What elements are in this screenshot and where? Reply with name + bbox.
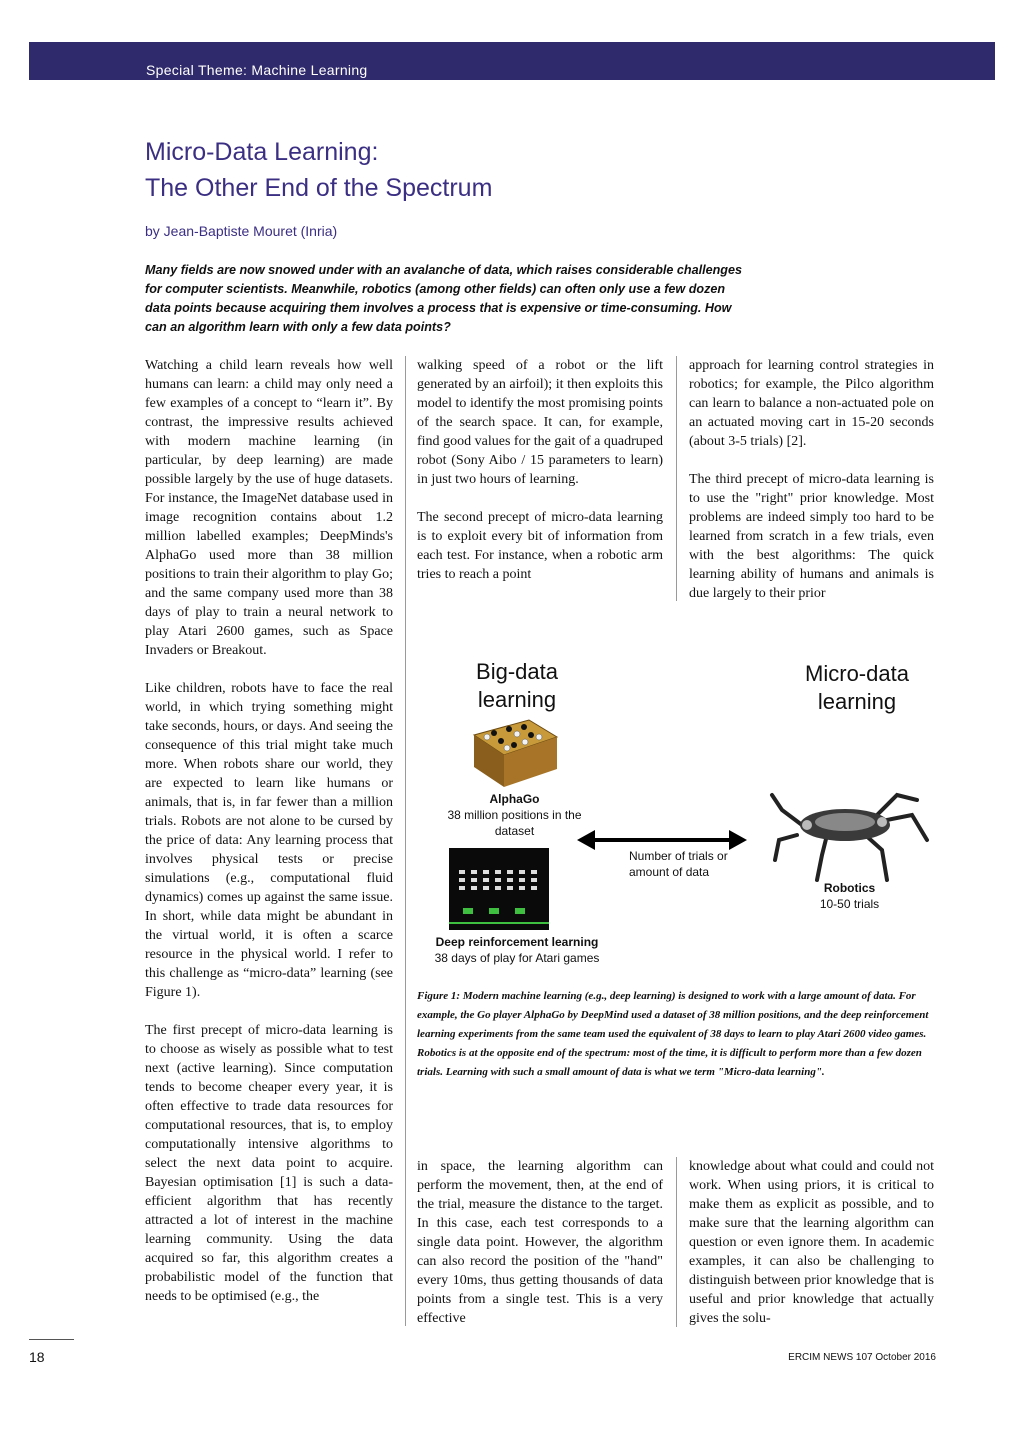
paragraph: The second precept of micro-data learning is to exploit every bit of information from each test. For instance, when a robotic arm tries to reach a point <box>417 510 663 582</box>
body-column-2-top <box>417 356 663 584</box>
body-column-2-bottom <box>417 1157 663 1328</box>
figure-caption: Figure 1: Modern machine learning (e.g., deep learning) is designed to work with a large amount of data. For example, the Go player AlphaGo by DeepMind used a dataset of 38 million positions, and the deep reinforcement learning experiments from the same team used the equivalent of 38 days to learn to play Atari 2600 video games. Robotics is at the opposite end of the spectrum: most of the time, it is difficult to perform more than a few dozen trials. Learning with such a small amount of data is what we term "Micro-data learning". <box>417 990 929 1078</box>
drl-label <box>417 934 617 966</box>
byline: by Jean-Baptiste Mouret (Inria) <box>145 223 338 239</box>
title-line-2: The Other End of the Spectrum <box>145 174 493 202</box>
figure-1 <box>417 650 937 980</box>
page-number: 18 <box>29 1349 45 1365</box>
column-divider <box>405 356 406 1326</box>
drl-desc: 38 days of play for Atari games <box>434 951 600 965</box>
big-data-title: Big-data learning <box>476 659 558 712</box>
paragraph: Watching a child learn reveals how well humans can learn: a child may only need a few examples of a concept to “learn it”. By contrast, the impressive results achieved with modern machine learning (in particular, by deep learning) are made possible largely by the use of huge datasets. For instance, the ImageNet database used in image recognition contains about 1.2 million labelled examples; DeepMinds's AlphaGo used more than 38 million positions to train their algorithm to play Go; and the same company used more than 38 days of play to train a neural network to play Atari 2600 games, such as Space Invaders or Breakout. <box>145 358 393 658</box>
paragraph: Like children, robots have to face the real world, in which trying something might take seconds, hours, or days. And seeing the consequence of this trial might take much more. When robots share our world, they are expected to learn like humans or animals, that is, in far fewer than a million trials. Robots are not alone to be cursed by the price of data: Any learning process that involves physical tests or precise simulations (e.g., computational fluid dynamics) comes up against the same issue. In short, while data might be abundant in the virtual world, it is often a scarce resource in the physical world. I refer to this challenge as “micro-data” learning (see Figure 1). <box>145 681 393 1000</box>
paragraph: The first precept of micro-data learning is to choose as wisely as possible what to test next (active learning). Since computation tends to become cheaper every year, it is often effective to trade data resources for computational resources, that is, to employ computationally intensive algorithms to select the next data point to acquire. Bayesian optimisation [1] is such a data-efficient algorithm that has recently attracted a lot of interest in the machine learning community. Using the data acquired so far, this algorithm creates a probabilistic model of the function that needs to be optimised (e.g., the <box>145 1023 393 1304</box>
robotics-desc: 10-50 trials <box>819 897 880 911</box>
abstract: Many fields are now snowed under with an avalanche of data, which raises considerable challenges for computer scientists. Meanwhile, robotics (among other fields) can often only use a few dozen data points because acquiring them involves a process that is expensive or time-consuming. How can an algorithm learn with only a few data points? <box>145 263 742 334</box>
page-number-rule <box>29 1339 74 1340</box>
robotics-name: Robotics <box>823 881 876 895</box>
axis-label: Number of trials or amount of data <box>629 849 728 879</box>
alphago-label <box>447 791 582 839</box>
publication-footer: ERCIM NEWS 107 October 2016 <box>788 1352 936 1363</box>
atari-screen-illustration <box>449 848 549 930</box>
column-divider <box>676 1157 677 1327</box>
paragraph: walking speed of a robot or the lift generated by an airfoil); it then exploits this model to identify the most promising points of the search space. It can, for example, find good values for the gait of a quadruped robot (Sony Aibo / 15 parameters to learn) in just two hours of learning. <box>417 358 663 487</box>
body-column-1 <box>145 356 393 1306</box>
theme-banner <box>29 42 995 80</box>
article-title <box>145 134 492 206</box>
drl-name: Deep reinforcement learning <box>435 935 599 949</box>
hexapod-robot-illustration <box>767 780 932 885</box>
body-column-3-bottom <box>689 1157 934 1328</box>
paragraph: approach for learning control strategies in robotics; for example, the Pilco algorithm can learn to balance a non-actuated pole on an actuated moving cart in 15-20 seconds (about 3-5 trials) [2]. <box>689 358 934 449</box>
paragraph: in space, the learning algorithm can perform the movement, then, at the end of the trial, measure the distance to the target. In this case, each test corresponds to a single data point. However, the algorithm can also record the position of the "hand" every 10ms, thus getting thousands of data points from a single test. This is a very effective <box>417 1159 663 1326</box>
alphago-name: AlphaGo <box>489 792 540 806</box>
go-board-illustration <box>469 715 559 795</box>
column-divider <box>676 356 677 601</box>
title-line-1: Micro-Data Learning: <box>145 138 379 166</box>
paragraph: knowledge about what could and could not work. When using priors, it is critical to make them as explicit as possible, and to make sure that the learning algorithm can question or even ignore them. In academic examples, it can also be challenging to distinguish between prior knowledge that is useful and prior knowledge that actually gives the solu- <box>689 1159 934 1326</box>
alphago-desc: 38 million positions in the dataset <box>447 808 582 838</box>
paragraph: The third precept of micro-data learning is to use the "right" prior knowledge. Most problems are indeed simply too hard to be learned from scratch in a few trials, even with the best algorithms: The quick learning ability of humans and animals is due largely to their prior <box>689 472 934 601</box>
micro-data-title: Micro-data learning <box>805 661 909 714</box>
body-column-3-top <box>689 356 934 603</box>
robotics-label <box>797 880 902 912</box>
theme-label: Special Theme: Machine Learning <box>146 62 368 78</box>
